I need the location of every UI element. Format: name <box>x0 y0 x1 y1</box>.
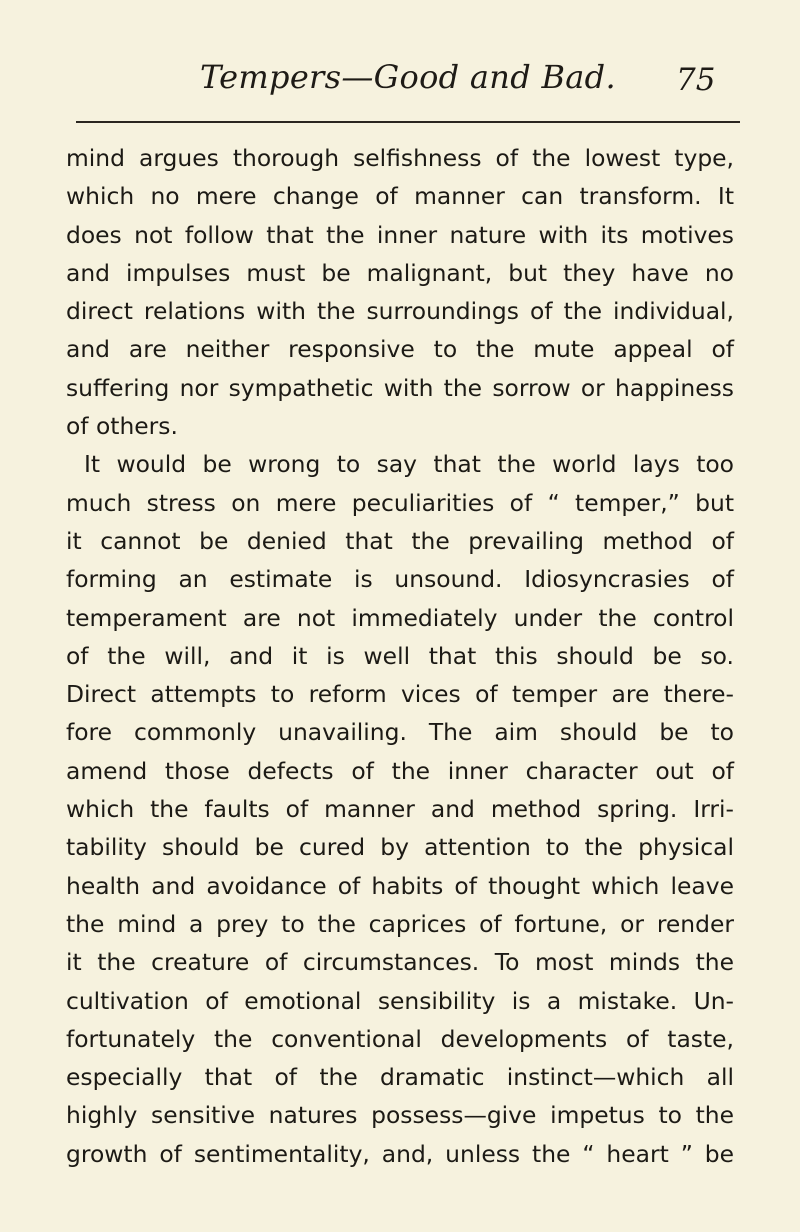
text-line: tability should be cured by attention to the physical <box>66 833 734 862</box>
text-line: amend those defects of the inner character out of <box>66 756 734 785</box>
text-line: it the creature of circumstances. To most minds the <box>66 948 734 977</box>
text-line: mind argues thorough selfishness of the lowest type, <box>66 144 734 172</box>
text-line: fortunately the conventional developments of taste, <box>66 1024 734 1053</box>
text-line: and are neither responsive to the mute appeal of <box>66 335 734 364</box>
text-line: It would be wrong to say that the world lays too <box>84 450 734 479</box>
header-rule <box>76 121 740 123</box>
text-line: much stress on mere peculiarities of “ temper,” but <box>66 488 734 517</box>
text-line: of the will, and it is well that this should be so. <box>66 641 734 670</box>
text-line: and impulses must be malignant, but they have no <box>66 258 734 287</box>
body-text <box>66 139 734 1173</box>
text-line: growth of sentimentality, and, unless the “ heart ” be <box>66 1139 734 1168</box>
text-line: suffering nor sympathetic with the sorrow or happiness <box>66 373 734 402</box>
text-line: which no mere change of manner can transform. It <box>66 182 734 211</box>
text-line: of others. <box>66 412 178 441</box>
text-line: Direct attempts to reform vices of temper are there- <box>66 680 734 709</box>
text-line: which the faults of manner and method spring. Irri- <box>66 795 734 824</box>
text-line: temperament are not immediately under the control <box>66 603 734 632</box>
text-line: highly sensitive natures possess—give impetus to the <box>66 1101 734 1130</box>
text-line: does not follow that the inner nature with its motives <box>66 220 734 249</box>
text-line: direct relations with the surroundings of the individual, <box>66 297 734 326</box>
running-header-title: Tempers—Good and Bad. <box>200 58 616 96</box>
page-number: 75 <box>676 62 716 98</box>
text-line: especially that of the dramatic instinct—which all <box>66 1063 734 1092</box>
text-line: forming an estimate is unsound. Idiosyncrasies of <box>66 565 734 594</box>
text-line: cultivation of emotional sensibility is a mistake. Un- <box>66 986 734 1015</box>
text-line: the mind a prey to the caprices of fortune, or render <box>66 909 734 938</box>
text-line: it cannot be denied that the prevailing method of <box>66 526 734 555</box>
text-line: health and avoidance of habits of thought which leave <box>66 871 734 900</box>
text-line: fore commonly unavailing. The aim should be to <box>66 718 734 747</box>
